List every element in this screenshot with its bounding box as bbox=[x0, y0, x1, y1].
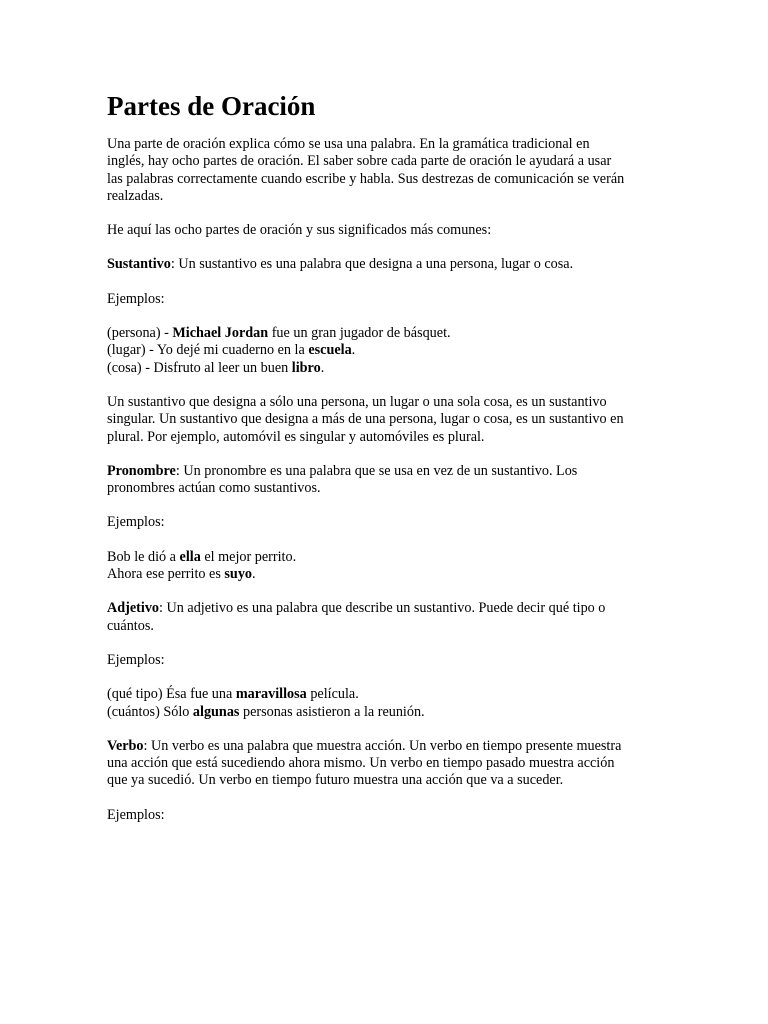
example-line bbox=[107, 704, 667, 721]
intro-line: realzadas. bbox=[107, 187, 164, 204]
verbo-definition bbox=[107, 738, 667, 790]
definition-text: : Un pronombre es una palabra que se usa en vez de un sustantivo. Los bbox=[175, 462, 578, 479]
document-page bbox=[107, 90, 667, 841]
example-text: el mejor perrito. bbox=[200, 548, 297, 565]
note-line: plural. Por ejemplo, automóvil es singular y automóviles es plural. bbox=[107, 428, 485, 445]
example-text: película. bbox=[306, 686, 359, 703]
example-text: personas asistieron a la reunión. bbox=[239, 703, 425, 720]
definition-line bbox=[107, 738, 667, 755]
definition-line bbox=[107, 463, 667, 480]
sustantivo-note bbox=[107, 394, 667, 446]
definition-line: que ya sucedió. Un verbo en tiempo futuro muestra una acción que va a suceder. bbox=[107, 772, 564, 789]
ejemplos-label: Ejemplos: bbox=[107, 806, 165, 823]
example-line bbox=[107, 566, 667, 583]
intro-paragraph bbox=[107, 136, 667, 205]
sustantivo-term: Sustantivo bbox=[107, 256, 171, 273]
pronombre-term: Pronombre bbox=[107, 462, 176, 479]
example-text: . bbox=[320, 359, 325, 376]
example-text: (qué tipo) Ésa fue una bbox=[107, 686, 236, 703]
definition-text: : Un verbo es una palabra que muestra acción. Un verbo en tiempo presente muestra bbox=[143, 737, 622, 754]
example-bold-word: escuela bbox=[308, 342, 352, 359]
example-line bbox=[107, 686, 667, 703]
adjetivo-examples bbox=[107, 686, 667, 721]
page-title: Partes de Oración bbox=[107, 91, 316, 121]
definition-line bbox=[107, 600, 667, 617]
example-text: Ahora ese perrito es bbox=[107, 566, 225, 583]
example-text: (cosa) - Disfruto al leer un buen bbox=[107, 359, 292, 376]
example-line bbox=[107, 342, 667, 359]
example-text: fue un gran jugador de básquet. bbox=[268, 325, 451, 342]
adjetivo-term: Adjetivo bbox=[107, 600, 160, 617]
intro-line: Una parte de oración explica cómo se usa una palabra. En la gramática tradicional en bbox=[107, 136, 590, 152]
example-line bbox=[107, 549, 667, 566]
definition-text: : Un adjetivo es una palabra que describe un sustantivo. Puede decir qué tipo o bbox=[159, 600, 606, 617]
pronombre-definition bbox=[107, 463, 667, 498]
pronombre-examples bbox=[107, 549, 667, 584]
example-bold-word: libro bbox=[291, 359, 321, 376]
example-bold-word: ella bbox=[179, 548, 201, 565]
example-text: (cuántos) Sólo bbox=[107, 703, 193, 720]
sustantivo-def-text: : Un sustantivo es una palabra que designa a una persona, lugar o cosa. bbox=[170, 256, 574, 273]
note-line: singular. Un sustantivo que designa a más de una persona, lugar o cosa, es un sustantivo en bbox=[107, 411, 624, 428]
example-text: (lugar) - Yo dejé mi cuaderno en la bbox=[107, 342, 309, 359]
example-line bbox=[107, 360, 667, 377]
verbo-term: Verbo bbox=[107, 737, 144, 754]
example-bold-word: suyo bbox=[224, 566, 253, 583]
example-text: (persona) - bbox=[107, 325, 173, 342]
example-text: Bob le dió a bbox=[107, 548, 180, 565]
example-bold-word: maravillosa bbox=[235, 686, 307, 703]
example-bold-word: Michael Jordan bbox=[172, 325, 269, 342]
definition-line: cuántos. bbox=[107, 617, 154, 634]
definition-line: pronombres actúan como sustantivos. bbox=[107, 480, 321, 497]
example-text: . bbox=[351, 342, 356, 359]
ejemplos-label: Ejemplos: bbox=[107, 651, 165, 668]
intro-line: inglés, hay ocho partes de oración. El saber sobre cada parte de oración le ayudará a usar bbox=[107, 153, 612, 170]
example-bold-word: algunas bbox=[192, 703, 240, 720]
sustantivo-examples bbox=[107, 325, 667, 377]
lead-paragraph: He aquí las ocho partes de oración y sus significados más comunes: bbox=[107, 222, 492, 239]
ejemplos-label: Ejemplos: bbox=[107, 514, 165, 531]
ejemplos-label: Ejemplos: bbox=[107, 290, 165, 307]
intro-line: las palabras correctamente cuando escribe y habla. Sus destrezas de comunicación se verán bbox=[107, 170, 625, 187]
example-line bbox=[107, 325, 667, 342]
adjetivo-definition bbox=[107, 600, 667, 635]
sustantivo-definition bbox=[107, 256, 667, 273]
note-line: Un sustantivo que designa a sólo una persona, un lugar o una sola cosa, es un sustantivo bbox=[107, 393, 607, 410]
definition-line: una acción que está sucediendo ahora mismo. Un verbo en tiempo pasado muestra acción bbox=[107, 755, 615, 772]
example-text: . bbox=[252, 566, 256, 583]
